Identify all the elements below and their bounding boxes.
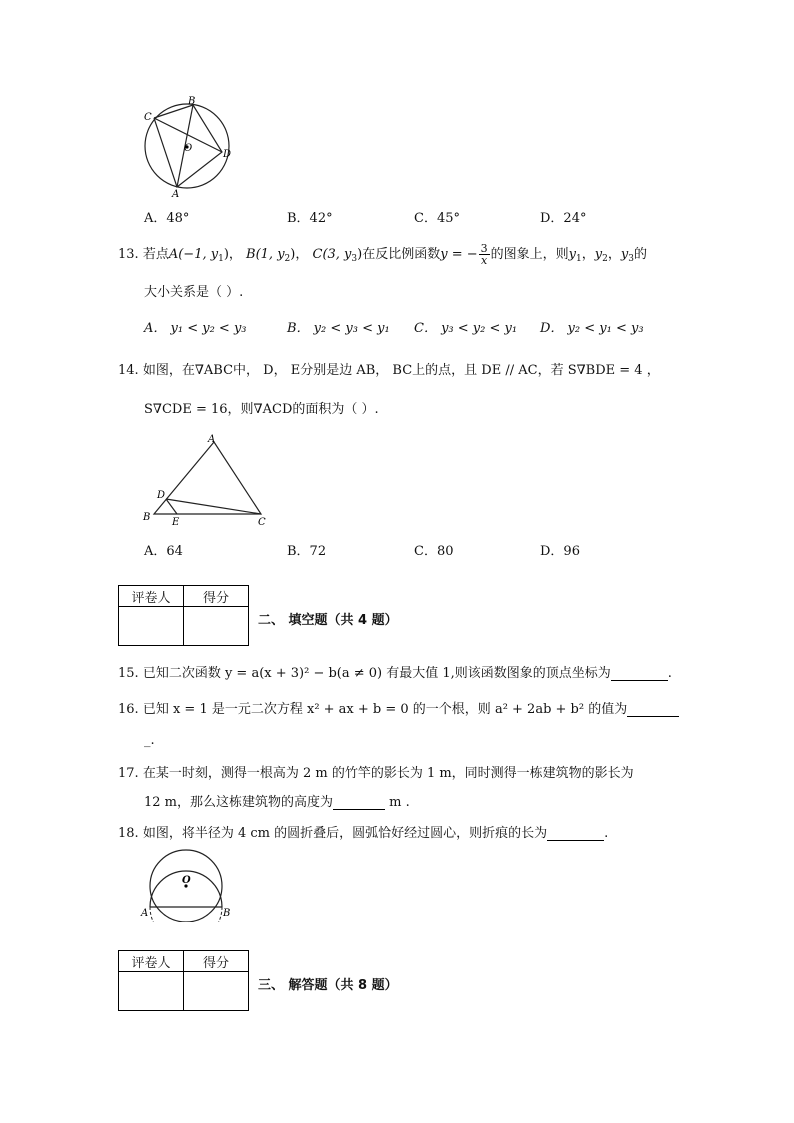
- score-table-2-score-cell[interactable]: [184, 972, 249, 1011]
- q14-segment-dc: [166, 499, 261, 514]
- score-table-2-grader-header: 评卷人: [119, 951, 184, 972]
- q12-label-a: A: [172, 189, 180, 200]
- q17-text2: 12 m，那么这栋建筑物的高度为: [144, 795, 334, 810]
- q12-label-b: B: [188, 96, 196, 107]
- q18-label-b: B: [223, 908, 231, 919]
- q13-de: 的: [633, 247, 647, 262]
- q17-unit: m .: [389, 795, 410, 810]
- score-table-1: [118, 585, 249, 646]
- q18-original-arc: [150, 907, 222, 922]
- q12-option-d: D．24°: [540, 211, 587, 226]
- q15-answer-blank[interactable]: [611, 666, 668, 681]
- q14-text1: 如图，在∇ABC中， D， E分别是边 AB， BC上的点，且 DE // AC，若 S∇BDE = 4 ，: [142, 363, 660, 378]
- q14-triangle-figure: [140, 433, 275, 528]
- q13-mid: 在反比例函数: [362, 247, 441, 262]
- q18-answer-blank[interactable]: [547, 826, 604, 841]
- q13-option-b: B． y₂ < y₃ < y₁: [287, 321, 390, 336]
- q17-number: 17.: [118, 766, 139, 781]
- q13-option-c: C． y₃ < y₂ < y₁: [414, 321, 518, 336]
- q18-number: 18.: [118, 826, 139, 841]
- q16-text: 已知 x = 1 是一元二次方程 x² + ax + b = 0 的一个根，则 a² + 2ab + b² 的值为: [142, 702, 628, 717]
- q14-triangle: [154, 442, 261, 514]
- q14-label-b: B: [143, 512, 151, 523]
- q14-number: 14.: [118, 363, 139, 378]
- score-table-2: [118, 950, 249, 1011]
- q18-text: 如图，将半径为 4 cm 的圆折叠后，圆弧恰好经过圆心，则折痕的长为: [142, 826, 548, 841]
- score-table-1-grader-header: 评卷人: [119, 586, 184, 607]
- q13-point-a: A(−1, y: [168, 247, 219, 262]
- q13-line2: 大小关系是（ ）.: [144, 285, 244, 300]
- q12-option-c: C．45°: [414, 211, 460, 226]
- q15: [118, 662, 672, 681]
- q13-func: y = −: [440, 247, 478, 262]
- q14-option-c: C．80: [414, 544, 454, 559]
- q16-line2: _.: [144, 733, 155, 748]
- q13-text-a: 若点: [142, 247, 169, 262]
- score-table-1-grader-cell[interactable]: [119, 607, 184, 646]
- section-2-title: 二、 填空题（共 4 题）: [258, 613, 398, 628]
- q14-option-a: A．64: [144, 544, 183, 559]
- q13-tail: 的图象上，则: [490, 247, 569, 262]
- q17-line1: [118, 762, 634, 781]
- q18-circle-figure: [140, 846, 235, 922]
- q18-label-a: A: [141, 908, 149, 919]
- q17-text1: 在某一时刻，测得一根高为 2 m 的竹竿的影长为 1 m，同时测得一栋建筑物的影长为: [142, 766, 634, 781]
- q14-option-b: B．72: [287, 544, 327, 559]
- q12-circle-figure: [138, 96, 248, 200]
- q13-point-b: B(1, y: [246, 247, 285, 262]
- q14-label-a: A: [208, 434, 216, 445]
- score-table-1-score-header: 得分: [184, 586, 249, 607]
- q13-line1: 13. 若点A(−1, $y_1$)， B(1, $y_2$)， C(3, $y_3$)在反比例函数y = − $\frac{3}{x}$ 的图象上，则$y_1$，$y_2$，$y_3$的: [118, 242, 647, 267]
- q14-line2: S∇CDE = 16，则∇ACD的面积为（ ）.: [144, 402, 379, 417]
- q15-period: .: [667, 666, 672, 681]
- q13-option-d: D． y₂ < y₁ < y₃: [540, 321, 644, 336]
- q17-answer-blank[interactable]: [333, 795, 385, 810]
- q18: [118, 822, 608, 841]
- q12-label-d: D: [223, 149, 232, 160]
- q15-text: 已知二次函数 y = a(x + 3)² − b(a ≠ 0) 有最大值 1,则该函数图象的顶点坐标为: [142, 666, 611, 681]
- q14-label-c: C: [258, 517, 266, 528]
- q13-y3: y: [620, 247, 629, 262]
- q16: [118, 698, 679, 717]
- q12-option-b: B．42°: [287, 211, 333, 226]
- q17-line2: [144, 791, 410, 810]
- q15-number: 15.: [118, 666, 139, 681]
- q14-option-d: D．96: [540, 544, 580, 559]
- q13-y1: y: [568, 247, 577, 262]
- q14-segment-de: [166, 499, 177, 514]
- q18-label-o: O: [182, 875, 191, 886]
- section-3-title: 三、 解答题（共 8 题）: [258, 978, 398, 993]
- q14-label-e: E: [172, 517, 180, 528]
- q18-period: .: [604, 826, 609, 841]
- q13-number: 13.: [118, 247, 139, 262]
- q13-fraction: [479, 243, 490, 266]
- q13-y2: y: [594, 247, 603, 262]
- score-table-2-grader-cell[interactable]: [119, 972, 184, 1011]
- q14-line1: [118, 359, 660, 378]
- q13-frac-num: 3: [480, 242, 488, 255]
- q12-label-o: O: [184, 143, 193, 154]
- q13-frac-den: x: [481, 254, 488, 267]
- q16-number: 16.: [118, 702, 139, 717]
- q16-answer-blank[interactable]: [627, 702, 679, 717]
- q14-label-d: D: [157, 490, 166, 501]
- score-table-1-score-cell[interactable]: [184, 607, 249, 646]
- q13-option-a: A． y₁ < y₂ < y₃: [144, 321, 247, 336]
- q13-point-c: C(3, y: [312, 247, 352, 262]
- q12-label-c: C: [144, 112, 152, 123]
- q12-option-a: A．48°: [144, 211, 190, 226]
- score-table-2-score-header: 得分: [184, 951, 249, 972]
